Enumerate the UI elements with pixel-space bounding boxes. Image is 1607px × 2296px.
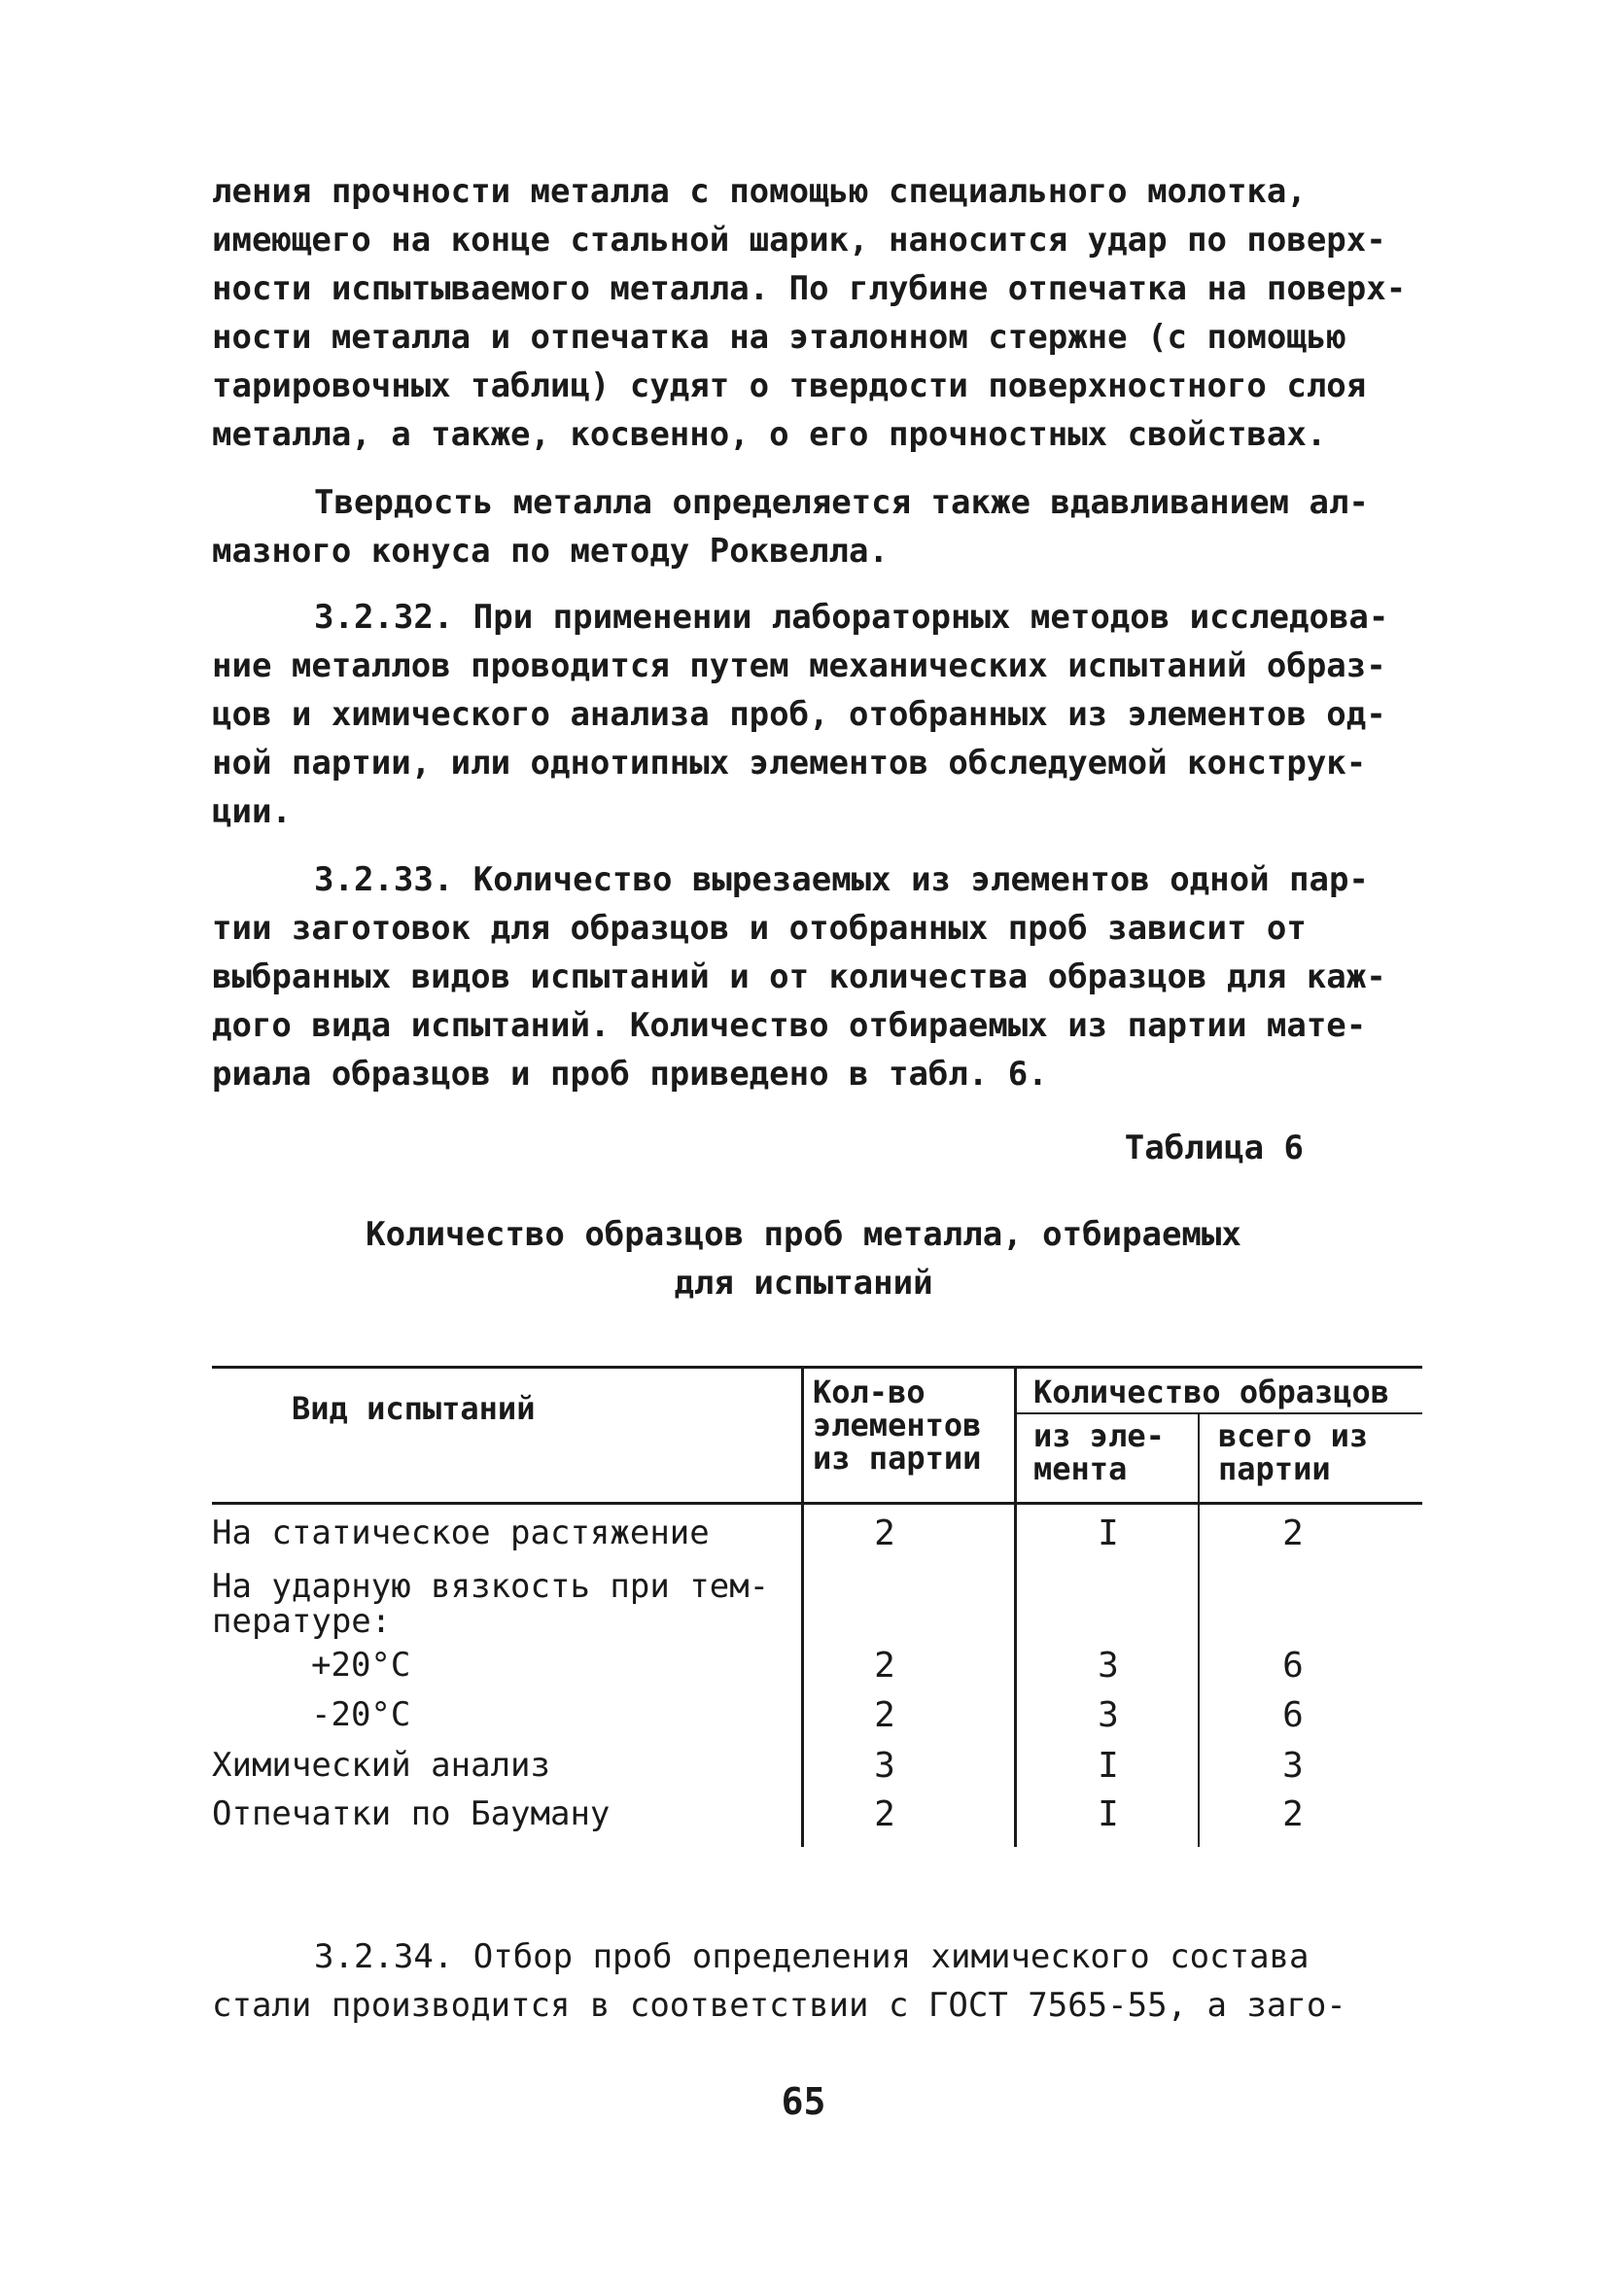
table-column-divider	[801, 1369, 804, 1847]
text-line: риала образцов и проб приведено в табл. 6.	[212, 1055, 1048, 1094]
row-test-type: На ударную вязкость при тем-	[212, 1567, 770, 1606]
text-line: Твердость металла определяется также вдавливанием ал-	[314, 483, 1369, 522]
row-per-element: 3	[1098, 1646, 1119, 1686]
table-header-bottom-rule	[212, 1502, 1422, 1505]
row-total: 3	[1282, 1746, 1304, 1786]
header-total-line-1: всего из	[1218, 1417, 1369, 1454]
row-per-element: I	[1098, 1513, 1119, 1553]
text-line: тарировочных таблиц) судят о твердости поверхностного слоя	[212, 366, 1367, 405]
row-elements-count: 2	[874, 1513, 895, 1553]
header-total-line-2: партии	[1218, 1450, 1331, 1487]
text-line: 3.2.34. Отбор проб определения химического состава	[314, 1937, 1310, 1976]
row-per-element: 3	[1098, 1695, 1119, 1735]
text-line: мазного конуса по методу Роквелла.	[212, 532, 889, 571]
text-line: ления прочности металла с помощью специального молотка,	[212, 172, 1307, 211]
table-column-divider	[1014, 1369, 1017, 1847]
row-total: 2	[1282, 1513, 1304, 1553]
text-line: тии заготовок для образцов и отобранных проб зависит от	[212, 909, 1307, 948]
table-top-rule	[212, 1366, 1422, 1369]
row-total: 6	[1282, 1646, 1304, 1686]
text-line: дого вида испытаний. Количество отбираемых из партии мате-	[212, 1006, 1367, 1045]
row-elements-count: 2	[874, 1695, 895, 1735]
row-elements-count: 3	[874, 1746, 895, 1786]
row-elements-count: 2	[874, 1794, 895, 1834]
table-subheader-rule	[1016, 1412, 1422, 1414]
text-line: 3.2.33. Количество вырезаемых из элементов одной пар-	[314, 860, 1369, 899]
text-line: ности металла и отпечатка на эталонном стержне (с помощью	[212, 318, 1346, 357]
text-line: 3.2.32. При применении лабораторных методов исследова-	[314, 598, 1389, 637]
page-number: 65	[781, 2080, 826, 2123]
text-line: металла, а также, косвенно, о его прочностных свойствах.	[212, 415, 1327, 454]
table-column-divider	[1198, 1414, 1200, 1847]
text-line: стали производится в соответствии с ГОСТ 7565-55, а заго-	[212, 1986, 1346, 2025]
header-samples: Количество образцов	[1033, 1374, 1390, 1410]
row-total: 2	[1282, 1794, 1304, 1834]
row-test-type: пературе:	[212, 1602, 392, 1641]
row-test-type: На статическое растяжение	[212, 1513, 710, 1552]
header-count-line-3: из партии	[813, 1440, 982, 1477]
text-line: ции.	[212, 792, 292, 831]
header-type: Вид испытаний	[292, 1390, 536, 1427]
row-per-element: I	[1098, 1794, 1119, 1834]
header-count-line-1: Кол-во	[813, 1374, 926, 1410]
row-elements-count: 2	[874, 1646, 895, 1686]
text-line: ной партии, или однотипных элементов обследуемой конструк-	[212, 744, 1367, 783]
table-title-line-1: Количество образцов проб металла, отбираемых	[366, 1215, 1241, 1254]
row-test-type: Отпечатки по Бауману	[212, 1794, 611, 1833]
header-count-line-2: элементов	[813, 1407, 982, 1444]
text-line: выбранных видов испытаний и от количества образцов для каж-	[212, 957, 1386, 996]
table-label: Таблица 6	[1124, 1129, 1304, 1167]
header-per-element-line-2: мента	[1033, 1450, 1128, 1487]
header-per-element-line-1: из эле-	[1033, 1417, 1165, 1454]
row-test-type: -20°C	[311, 1695, 411, 1734]
text-line: цов и химического анализа проб, отобранных из элементов од-	[212, 695, 1386, 734]
row-test-type: +20°C	[311, 1646, 411, 1685]
text-line: ности испытываемого металла. По глубине отпечатка на поверх-	[212, 269, 1407, 308]
table-title-line-2: для испытаний	[674, 1264, 933, 1303]
text-line: имеющего на конце стальной шарик, наносится удар по поверх-	[212, 221, 1386, 260]
text-line: ние металлов проводится путем механических испытаний образ-	[212, 646, 1386, 685]
row-test-type: Химический анализ	[212, 1746, 550, 1785]
row-per-element: I	[1098, 1746, 1119, 1786]
row-total: 6	[1282, 1695, 1304, 1735]
